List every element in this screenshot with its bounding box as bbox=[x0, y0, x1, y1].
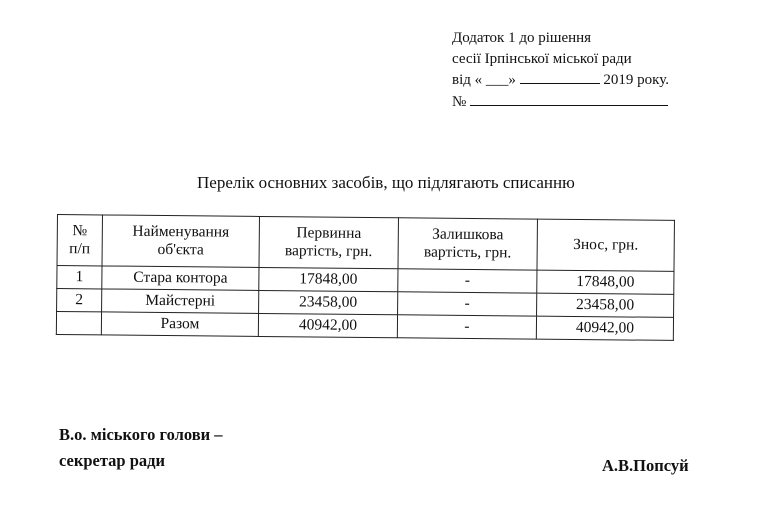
cell-residual: - bbox=[398, 292, 537, 316]
cell-residual: - bbox=[398, 269, 537, 293]
table-header-row bbox=[57, 215, 674, 272]
cell-num bbox=[56, 312, 101, 335]
cell-name: Разом bbox=[101, 312, 258, 337]
signatory-position bbox=[59, 422, 223, 474]
table-total-row bbox=[56, 312, 673, 341]
number-blank bbox=[470, 91, 668, 106]
cell-residual: - bbox=[397, 315, 536, 339]
header-name: Найменування об'єкта bbox=[102, 215, 259, 268]
date-suffix: 2019 року. bbox=[603, 72, 669, 88]
cell-num: 1 bbox=[57, 266, 102, 289]
cell-initial: 17848,00 bbox=[259, 267, 398, 291]
council-line: сесії Ірпінської міської ради bbox=[452, 50, 632, 67]
cell-initial: 40942,00 bbox=[258, 313, 397, 337]
cell-depreciation: 23458,00 bbox=[537, 293, 674, 317]
header-num: № п/п bbox=[57, 215, 102, 266]
signatory-name: А.В.Попсуй bbox=[602, 456, 689, 475]
header-depreciation: Знос, грн. bbox=[537, 219, 674, 271]
header-initial-cost: Первинна вартість, грн. bbox=[259, 216, 398, 268]
page-title: Перелік основних засобів, що підлягають списанню bbox=[197, 173, 575, 192]
position-line-2: секретар ради bbox=[59, 451, 165, 470]
date-prefix: від « ___» bbox=[452, 72, 516, 88]
date-blank bbox=[520, 69, 600, 84]
document-header bbox=[452, 28, 692, 112]
assets-table bbox=[56, 214, 675, 341]
cell-depreciation: 40942,00 bbox=[536, 316, 673, 340]
header-residual-cost: Залишкова вартість, грн. bbox=[398, 218, 537, 270]
cell-initial: 23458,00 bbox=[259, 290, 398, 314]
cell-name: Майстерні bbox=[102, 289, 259, 314]
number-prefix: № bbox=[452, 93, 467, 110]
cell-num: 2 bbox=[57, 289, 102, 312]
position-line-1: В.о. міського голови – bbox=[59, 425, 223, 444]
cell-name: Стара контора bbox=[102, 266, 259, 291]
appendix-line: Додаток 1 до рішення bbox=[452, 30, 592, 46]
cell-depreciation: 17848,00 bbox=[537, 270, 674, 294]
number-line bbox=[452, 91, 692, 113]
date-line bbox=[452, 69, 692, 91]
